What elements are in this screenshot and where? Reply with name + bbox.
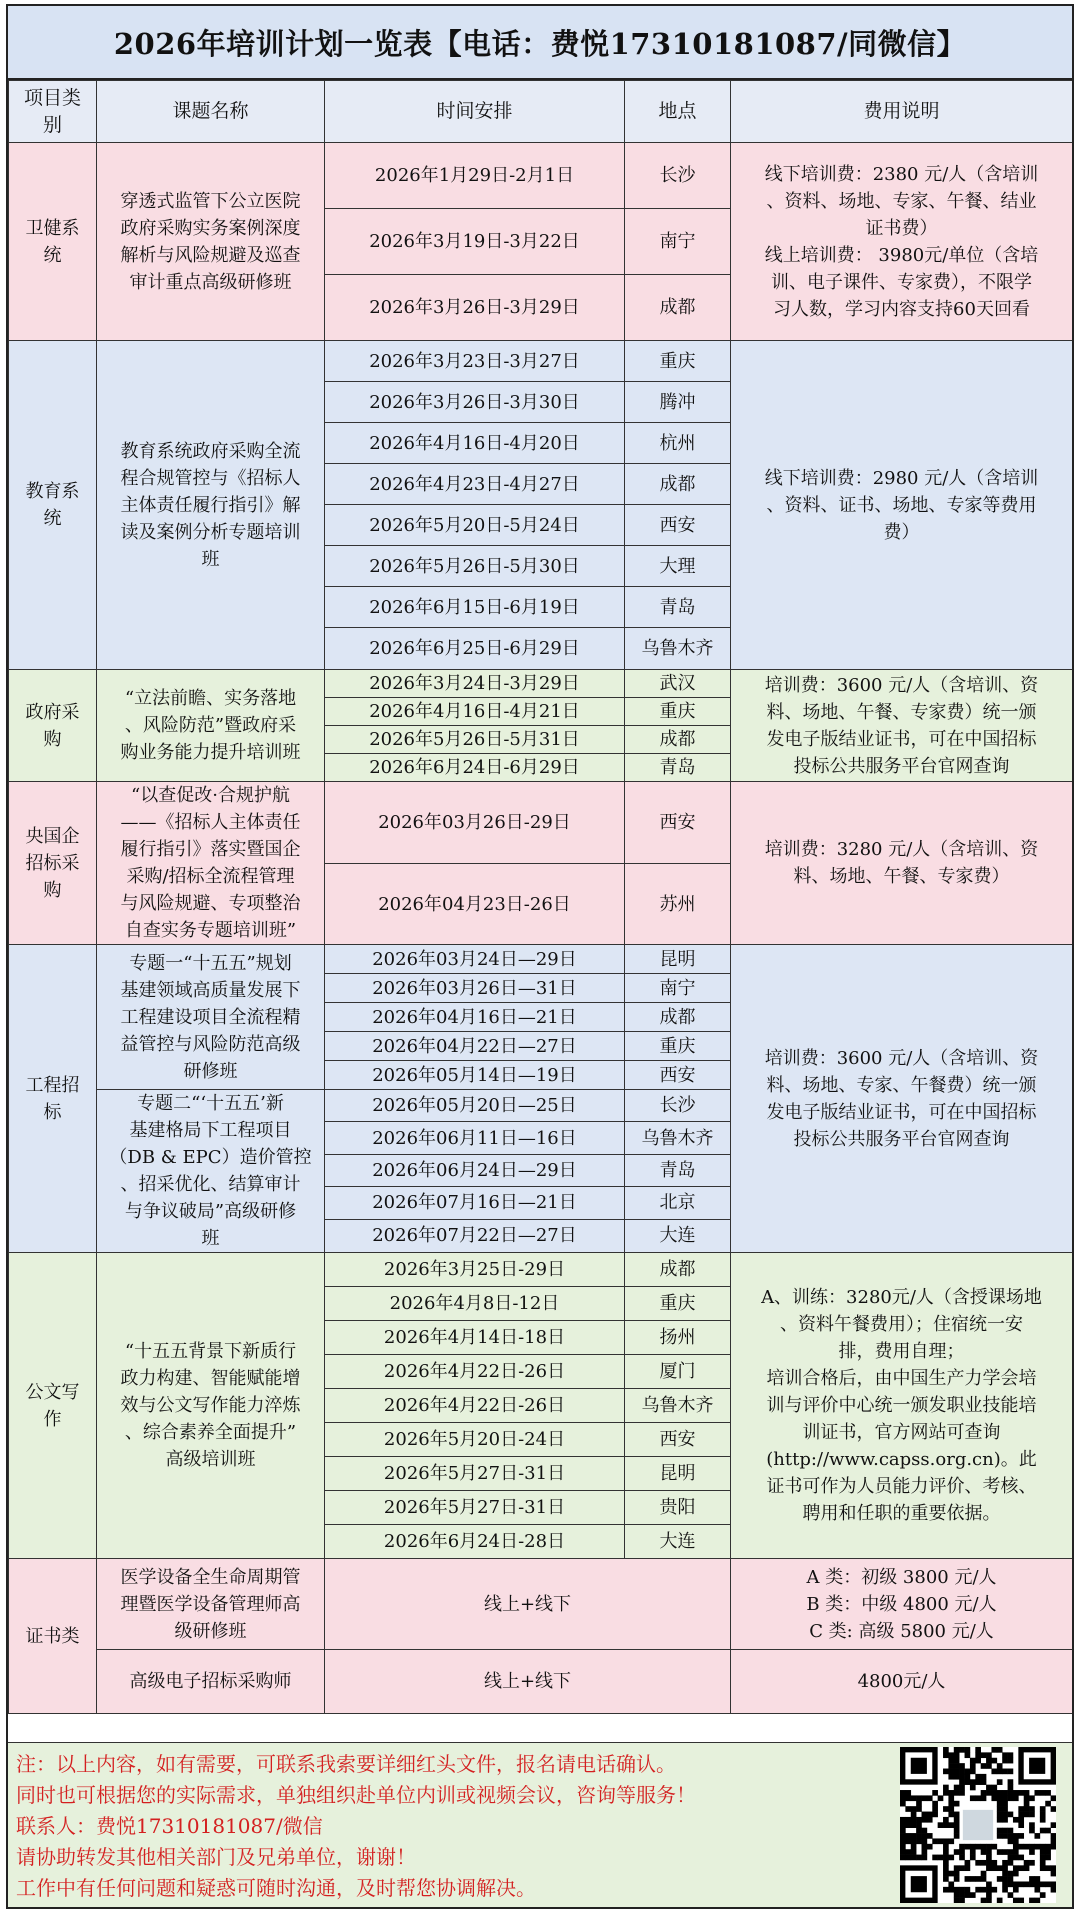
- location-cell-text: 扬州: [659, 1327, 696, 1348]
- time-cell-text: 2026年1月29日-2月1日: [374, 165, 575, 186]
- category-cell-text: 购: [43, 728, 62, 750]
- time-cell-text: 2026年03月26日-29日: [378, 812, 571, 833]
- time-cell: [325, 628, 625, 670]
- time-cell-text: 2026年5月26日-5月30日: [369, 555, 580, 577]
- page-title: 2026年培训计划一览表【电话：费悦17310181087/同微信】: [8, 6, 1072, 80]
- header-fee: 费用说明: [731, 81, 1073, 143]
- time-cell-text: 2026年3月23日-3月27日: [369, 350, 580, 372]
- topic-cell-text: 基建领域高质量发展下: [120, 979, 301, 1001]
- note-line: 同时也可根据您的实际需求，单独组织赴单位内训或视频会议，咨询等服务！: [16, 1783, 696, 1807]
- topic-cell: [97, 1253, 325, 1559]
- time-cell: [325, 382, 625, 423]
- time-cell-text: 2026年5月27日-31日: [383, 1497, 566, 1518]
- fee-cell-text: 、资料、证书、场地、专家等费用: [766, 494, 1037, 516]
- time-cell: [325, 143, 625, 209]
- topic-cell: [97, 670, 325, 782]
- location-cell-text: 大连: [659, 1531, 696, 1552]
- topic-cell-text: 专题一“十五五”规划: [129, 952, 292, 974]
- topic-cell-text: 购业务能力提升培训班: [120, 742, 301, 763]
- location-cell: [625, 423, 731, 464]
- qr-pattern: [900, 1747, 1056, 1903]
- fee-cell-text: 训与评价中心统一颁发职业技能培: [766, 1395, 1037, 1416]
- category-cell-text: 工程招: [25, 1074, 80, 1096]
- topic-cell: [97, 945, 325, 1090]
- topic-cell-text: 程合规管控与《招标人: [120, 467, 301, 489]
- location-cell: [625, 1321, 731, 1355]
- time-cell-text: 2026年5月27日-31日: [383, 1463, 566, 1484]
- fee-cell-text: 线上培训费： 3980元/单位（含培: [764, 244, 1039, 266]
- time-cell: [325, 1321, 625, 1355]
- fee-cell: [731, 143, 1073, 341]
- fee-cell-text: C 类: 高级 5800 元/人: [809, 1620, 994, 1642]
- time-cell: [325, 209, 625, 275]
- topic-cell: [97, 341, 325, 670]
- note-line: 注：以上内容，如有需要，可联系我索要详细红头文件，报名请电话确认。: [16, 1752, 676, 1776]
- note-line: 联系人：费悦17310181087/微信: [16, 1814, 323, 1838]
- topic-cell-text: 政力构建、智能赋能增: [120, 1368, 301, 1389]
- location-cell-text: 大理: [659, 555, 696, 577]
- time-cell: [325, 1032, 625, 1061]
- location-cell-text: 重庆: [659, 350, 696, 372]
- location-cell-text: 成都: [659, 297, 696, 318]
- location-cell-text: 青岛: [659, 1159, 696, 1181]
- category-cell-text: 教育系: [25, 481, 80, 502]
- time-cell: [325, 1355, 625, 1389]
- table-row: [9, 782, 1073, 864]
- fee-cell-text: A、训练：3280元/人（含授课场地: [761, 1287, 1042, 1308]
- fee-cell-text: 证书费）: [865, 217, 938, 239]
- location-cell: [625, 974, 731, 1003]
- topic-cell-text: 专题二“‘十五五’新: [137, 1093, 284, 1114]
- location-cell: [625, 1154, 731, 1186]
- fee-cell-text: 线下培训费：2380 元/人（含培训: [764, 163, 1039, 185]
- location-cell: [625, 275, 731, 341]
- time-cell-text: 2026年04月16日—21日: [372, 1006, 577, 1028]
- time-cell-text: 2026年4月14日-18日: [383, 1327, 566, 1348]
- category-cell: [9, 1253, 97, 1559]
- location-cell: [625, 1090, 731, 1122]
- location-cell: [625, 1253, 731, 1287]
- time-cell-text: 2026年5月20日-24日: [383, 1429, 566, 1450]
- time-cell-text: 2026年03月26日—31日: [372, 977, 577, 999]
- table-row: [9, 945, 1073, 974]
- location-cell-text: 昆明: [659, 948, 696, 970]
- time-cell-text: 2026年6月15日-6月19日: [369, 596, 580, 618]
- fee-cell-text: 线下培训费：2980 元/人（含培训: [764, 467, 1039, 489]
- time-cell: [325, 1650, 731, 1714]
- time-cell-text: 2026年3月24日-3月29日: [369, 673, 580, 694]
- fee-cell-text: 料、场地、午餐、专家费）: [793, 866, 1010, 887]
- location-cell-text: 北京: [659, 1192, 696, 1214]
- time-cell-text: 2026年03月24日—29日: [372, 948, 577, 970]
- topic-cell-text: 、招采优化、结算审计: [120, 1174, 301, 1195]
- location-cell: [625, 698, 731, 726]
- category-cell: [9, 341, 97, 670]
- category-cell: [9, 945, 97, 1253]
- category-cell: [9, 670, 97, 782]
- table-row: [9, 1253, 1073, 1287]
- location-cell: [625, 143, 731, 209]
- category-cell-text: 购: [43, 879, 62, 901]
- time-cell-text: 2026年3月19日-3月22日: [369, 231, 580, 252]
- location-cell-text: 成都: [659, 473, 696, 495]
- table-header-row: [9, 81, 1073, 143]
- time-cell-text: 2026年4月23日-4月27日: [369, 473, 580, 495]
- table-row: [9, 143, 1073, 209]
- location-cell: [625, 670, 731, 698]
- header-time: 时间安排: [325, 81, 625, 143]
- location-cell-text: 成都: [659, 1259, 696, 1280]
- location-cell-text: 成都: [659, 729, 696, 750]
- location-cell: [625, 1491, 731, 1525]
- topic-cell-text: 、综合素养全面提升”: [124, 1422, 297, 1443]
- fee-cell: [731, 945, 1073, 1253]
- topic-cell-text: 工程建设项目全流程精: [120, 1006, 301, 1028]
- topic-cell-text: 效与公文写作能力淬炼: [120, 1395, 301, 1416]
- category-cell-text: 公文写: [25, 1381, 80, 1403]
- time-cell-text: 2026年4月16日-4月21日: [369, 701, 580, 722]
- header-topic: 课题名称: [97, 81, 325, 143]
- category-cell: [9, 1559, 97, 1714]
- topic-cell-text: （DB & EPC）造价管控: [109, 1147, 312, 1168]
- location-cell-text: 杭州: [659, 432, 696, 454]
- topic-cell: [97, 1650, 325, 1714]
- location-cell-text: 青岛: [659, 757, 696, 778]
- fee-cell-text: 费）: [883, 521, 920, 543]
- topic-cell-text: 履行指引》落实暨国企: [120, 839, 301, 860]
- location-cell: [625, 1287, 731, 1321]
- location-cell-text: 重庆: [659, 1293, 696, 1314]
- topic-cell-text: 主体责任履行指引》解: [120, 494, 301, 516]
- time-cell: [325, 275, 625, 341]
- location-cell-text: 西安: [659, 812, 696, 833]
- fee-cell-text: 料、场地、专家、午餐费）统一颁: [766, 1074, 1037, 1096]
- time-cell: [325, 782, 625, 864]
- time-cell-text: 2026年4月22日-26日: [383, 1361, 566, 1382]
- location-cell: [625, 1219, 731, 1253]
- location-cell: [625, 1122, 731, 1154]
- time-cell: [325, 423, 625, 464]
- topic-cell-text: 教育系统政府采购全流: [120, 440, 301, 462]
- topic-cell-text: 医学设备全生命周期管: [120, 1566, 301, 1588]
- time-cell: [325, 754, 625, 782]
- table-row: [9, 1559, 1073, 1650]
- time-cell: [325, 864, 625, 945]
- topic-cell-text: 审计重点高级研修班: [129, 271, 292, 293]
- location-cell-text: 西安: [659, 1429, 696, 1450]
- time-cell: [325, 1090, 625, 1122]
- topic-cell: [97, 782, 325, 945]
- training-table: [8, 80, 1073, 1714]
- time-cell-text: 2026年4月8日-12日: [389, 1293, 560, 1314]
- location-cell: [625, 1061, 731, 1090]
- time-cell: [325, 1389, 625, 1423]
- topic-cell-text: 自查实务专题培训班”: [124, 920, 297, 941]
- location-cell-text: 乌鲁木齐: [641, 1127, 714, 1149]
- time-cell: [325, 698, 625, 726]
- time-cell: [325, 1187, 625, 1219]
- fee-cell-text: 投标公共服务平台官网查询: [793, 755, 1010, 777]
- location-cell: [625, 1032, 731, 1061]
- location-cell: [625, 1423, 731, 1457]
- time-cell: [325, 464, 625, 505]
- training-plan-sheet: [6, 4, 1074, 1909]
- topic-cell-text: 益管控与风险防范高级: [120, 1033, 301, 1055]
- time-cell-text: 线上+线下: [483, 1671, 572, 1692]
- time-cell: [325, 1061, 625, 1090]
- time-cell-text: 2026年05月14日—19日: [372, 1064, 577, 1086]
- category-cell-text: 政府采: [25, 701, 80, 723]
- fee-cell-text: 培训费：3600 元/人（含培训、资: [764, 1047, 1039, 1069]
- location-cell: [625, 782, 731, 864]
- location-cell-text: 大连: [659, 1225, 696, 1247]
- category-cell-text: 作: [43, 1408, 62, 1430]
- time-cell-text: 2026年07月16日—21日: [372, 1192, 577, 1214]
- location-cell-text: 南宁: [659, 977, 696, 999]
- time-cell: [325, 546, 625, 587]
- location-cell-text: 乌鲁木齐: [641, 1395, 714, 1416]
- fee-cell: [731, 341, 1073, 670]
- fee-cell: [731, 782, 1073, 945]
- location-cell: [625, 1525, 731, 1559]
- time-cell-text: 2026年6月24日-6月29日: [369, 757, 580, 778]
- time-cell: [325, 1457, 625, 1491]
- time-cell: [325, 1559, 731, 1650]
- time-cell: [325, 1423, 625, 1457]
- location-cell-text: 乌鲁木齐: [641, 638, 714, 659]
- time-cell: [325, 1491, 625, 1525]
- time-cell-text: 2026年4月22日-26日: [383, 1395, 566, 1416]
- fee-cell-text: 投标公共服务平台官网查询: [793, 1128, 1010, 1150]
- table-row: [9, 341, 1073, 382]
- wechat-qr-code: [900, 1747, 1056, 1903]
- fee-cell: [731, 1253, 1073, 1559]
- time-cell-text: 2026年04月22日—27日: [372, 1035, 577, 1057]
- fee-cell-text: (http://www.capss.org.cn)。此: [766, 1449, 1037, 1470]
- location-cell: [625, 726, 731, 754]
- location-cell-text: 武汉: [659, 673, 696, 694]
- location-cell: [625, 1003, 731, 1032]
- location-cell-text: 重庆: [659, 1035, 696, 1057]
- location-cell: [625, 1355, 731, 1389]
- category-cell-text: 统: [43, 508, 62, 529]
- location-cell-text: 成都: [659, 1006, 696, 1028]
- fee-cell-text: 训、电子课件、专家费），不限学: [771, 271, 1032, 293]
- table-row: [9, 1650, 1073, 1714]
- time-cell-text: 2026年04月23日-26日: [378, 893, 571, 915]
- topic-cell-text: 穿透式监管下公立医院: [120, 190, 301, 212]
- location-cell: [625, 754, 731, 782]
- time-cell: [325, 1525, 625, 1559]
- location-cell: [625, 1389, 731, 1423]
- topic-cell-text: 理暨医学设备管理师高: [120, 1593, 301, 1615]
- time-cell-text: 2026年06月24日—29日: [372, 1159, 577, 1181]
- location-cell-text: 苏州: [659, 893, 696, 915]
- location-cell: [625, 546, 731, 587]
- time-cell: [325, 1287, 625, 1321]
- category-cell: [9, 782, 97, 945]
- location-cell-text: 西安: [659, 514, 696, 536]
- fee-cell-text: 培训费：3600 元/人（含培训、资: [764, 674, 1039, 696]
- topic-cell: [97, 143, 325, 341]
- fee-cell-text: 、资料、场地、专家、午餐、结业: [766, 190, 1037, 212]
- topic-cell-text: 解析与风险规避及巡查: [120, 244, 301, 266]
- time-cell: [325, 1154, 625, 1186]
- category-cell-text: 央国企: [25, 825, 80, 847]
- time-cell-text: 2026年06月11日—16日: [372, 1127, 577, 1149]
- topic-cell-text: “十五五背景下新质行: [124, 1341, 297, 1362]
- location-cell-text: 长沙: [659, 165, 696, 186]
- location-cell: [625, 1457, 731, 1491]
- fee-cell-text: 4800元/人: [857, 1671, 946, 1692]
- topic-cell-text: 采购/招标全流程管理: [126, 866, 295, 887]
- location-cell-text: 青岛: [659, 596, 696, 618]
- time-cell-text: 2026年6月25日-6月29日: [369, 638, 580, 659]
- location-cell: [625, 209, 731, 275]
- note-line: 请协助转发其他相关部门及兄弟单位，谢谢！: [16, 1845, 416, 1869]
- time-cell-text: 2026年5月20日-5月24日: [369, 514, 580, 536]
- location-cell-text: 长沙: [659, 1095, 696, 1117]
- header-location: 地点: [625, 81, 731, 143]
- fee-cell-text: 发电子版结业证书，可在中国招标: [766, 1101, 1037, 1123]
- fee-cell: [731, 1650, 1073, 1714]
- time-cell: [325, 1122, 625, 1154]
- fee-cell-text: 习人数，学习内容支持60天回看: [773, 298, 1030, 320]
- time-cell-text: 2026年3月25日-29日: [383, 1259, 566, 1280]
- location-cell-text: 重庆: [659, 701, 696, 722]
- location-cell: [625, 1187, 731, 1219]
- topic-cell-text: 读及案例分析专题培训: [120, 521, 301, 543]
- time-cell: [325, 341, 625, 382]
- topic-cell: [97, 1559, 325, 1650]
- time-cell: [325, 945, 625, 974]
- topic-cell-text: ——《招标人主体责任: [120, 812, 301, 833]
- time-cell: [325, 1219, 625, 1253]
- location-cell: [625, 341, 731, 382]
- topic-cell-text: 基建格局下工程项目: [129, 1120, 292, 1141]
- topic-cell-text: “以查促改·合规护航: [131, 785, 290, 806]
- category-cell-text: 证书类: [25, 1625, 80, 1647]
- category-cell-text: 标: [43, 1101, 62, 1123]
- location-cell-text: 厦门: [659, 1361, 696, 1382]
- fee-cell-text: B 类：中级 4800 元/人: [806, 1593, 997, 1615]
- topic-cell-text: 研修班: [183, 1060, 238, 1082]
- location-cell-text: 南宁: [659, 231, 696, 252]
- category-cell-text: 统: [43, 244, 62, 266]
- fee-cell-text: A 类：初级 3800 元/人: [806, 1566, 997, 1588]
- topic-cell-text: 、风险防范”暨政府采: [124, 715, 297, 736]
- time-cell-text: 2026年3月26日-3月29日: [369, 297, 580, 318]
- time-cell: [325, 1253, 625, 1287]
- topic-cell-text: 高级培训班: [165, 1449, 256, 1470]
- topic-cell-text: 级研修班: [174, 1620, 247, 1642]
- location-cell: [625, 505, 731, 546]
- notes-panel: [8, 1742, 1072, 1908]
- fee-cell-text: 料、场地、午餐、专家费）统一颁: [766, 701, 1037, 723]
- time-cell: [325, 587, 625, 628]
- time-cell-text: 线上+线下: [483, 1593, 572, 1615]
- topic-cell-text: “立法前瞻、实务落地: [124, 688, 297, 709]
- location-cell-text: 贵阳: [659, 1497, 696, 1518]
- fee-cell-text: 训证书，官方网站可查询: [802, 1422, 1001, 1443]
- time-cell: [325, 726, 625, 754]
- location-cell: [625, 945, 731, 974]
- topic-cell-text: 与风险规避、专项整治: [120, 893, 301, 914]
- location-cell: [625, 464, 731, 505]
- category-cell-text: 卫健系: [25, 217, 80, 239]
- fee-cell-text: 排，费用自理；: [838, 1341, 965, 1362]
- fee-cell-text: 发电子版结业证书，可在中国招标: [766, 728, 1037, 750]
- location-cell-text: 西安: [659, 1064, 696, 1086]
- topic-cell-text: 政府采购实务案例深度: [120, 217, 301, 239]
- topic-cell-text: 班: [201, 548, 220, 570]
- topic-cell-text: 与争议破局”高级研修: [124, 1201, 297, 1222]
- fee-cell: [731, 670, 1073, 782]
- fee-cell-text: 培训合格后，由中国生产力学会培: [766, 1368, 1037, 1389]
- topic-cell-text: 高级电子招标采购师: [129, 1671, 292, 1692]
- fee-cell-text: 聘用和任职的重要依据。: [802, 1503, 1001, 1524]
- location-cell: [625, 628, 731, 670]
- location-cell: [625, 864, 731, 945]
- note-line: 工作中有任何问题和疑惑可随时沟通，及时帮您协调解决。: [16, 1876, 536, 1900]
- time-cell-text: 2026年07月22日—27日: [372, 1225, 577, 1247]
- fee-cell-text: 证书可作为人员能力评价、考核、: [766, 1476, 1037, 1497]
- time-cell: [325, 670, 625, 698]
- fee-cell-text: 培训费：3280 元/人（含培训、资: [764, 839, 1039, 860]
- topic-cell-text: 班: [201, 1228, 220, 1249]
- time-cell-text: 2026年5月26日-5月31日: [369, 729, 580, 750]
- time-cell: [325, 1003, 625, 1032]
- location-cell-text: 昆明: [659, 1463, 696, 1484]
- location-cell: [625, 382, 731, 423]
- time-cell-text: 2026年4月16日-4月20日: [369, 432, 580, 454]
- category-cell: [9, 143, 97, 341]
- header-category: 项目类 别: [9, 81, 97, 143]
- fee-cell-text: 、资料午餐费用）；住宿统一安: [780, 1314, 1023, 1335]
- fee-cell: [731, 1559, 1073, 1650]
- time-cell-text: 2026年3月26日-3月30日: [369, 391, 580, 413]
- time-cell: [325, 505, 625, 546]
- category-cell-text: 招标采: [25, 852, 80, 874]
- time-cell-text: 2026年6月24日-28日: [383, 1531, 566, 1552]
- time-cell-text: 2026年05月20日—25日: [372, 1095, 577, 1117]
- topic-cell: [97, 1090, 325, 1253]
- location-cell-text: 腾冲: [659, 391, 696, 413]
- location-cell: [625, 587, 731, 628]
- table-row: [9, 670, 1073, 698]
- time-cell: [325, 974, 625, 1003]
